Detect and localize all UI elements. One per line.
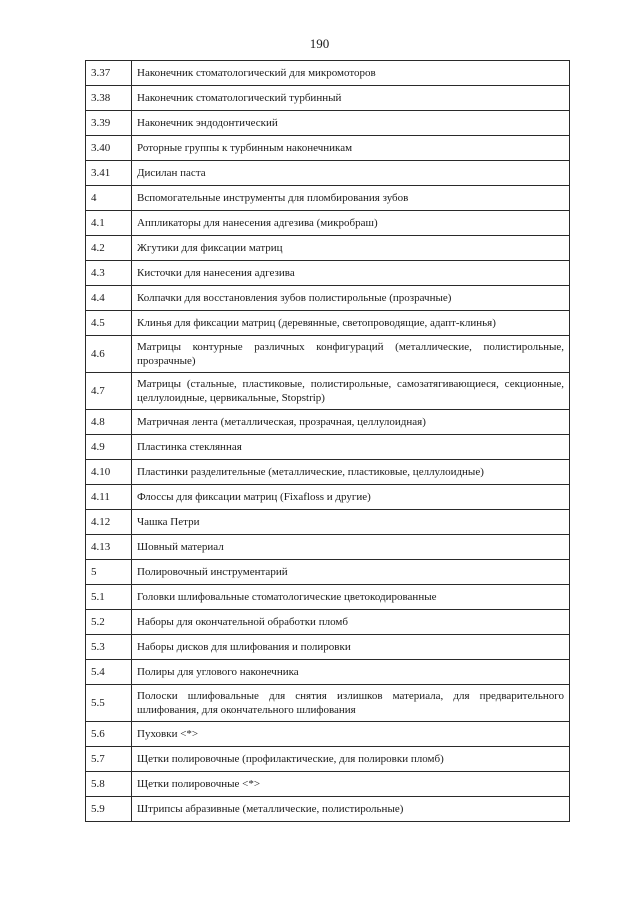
table-row bbox=[86, 261, 570, 286]
row-description: Матрицы (стальные, пластиковые, полистирольные, самозатягивающиеся, секционные, целлулоидные, цервикальные, Stopstrip) bbox=[132, 373, 570, 410]
row-description: Щетки полировочные <*> bbox=[132, 772, 570, 797]
row-number: 4.4 bbox=[86, 286, 132, 311]
row-number: 4.3 bbox=[86, 261, 132, 286]
table-row bbox=[86, 485, 570, 510]
row-number: 5.2 bbox=[86, 610, 132, 635]
table-row bbox=[86, 311, 570, 336]
table-row bbox=[86, 435, 570, 460]
row-description: Полиры для углового наконечника bbox=[132, 660, 570, 685]
table-row bbox=[86, 286, 570, 311]
table-row bbox=[86, 747, 570, 772]
row-description: Пластинка стеклянная bbox=[132, 435, 570, 460]
row-number: 4.10 bbox=[86, 460, 132, 485]
row-description: Наконечник стоматологический турбинный bbox=[132, 86, 570, 111]
row-number: 4.11 bbox=[86, 485, 132, 510]
table-row bbox=[86, 772, 570, 797]
row-description: Клинья для фиксации матриц (деревянные, светопроводящие, адапт-клинья) bbox=[132, 311, 570, 336]
row-number: 4.1 bbox=[86, 211, 132, 236]
row-description: Пуховки <*> bbox=[132, 722, 570, 747]
items-table-body bbox=[86, 61, 570, 822]
items-table bbox=[85, 60, 570, 822]
row-description: Головки шлифовальные стоматологические цветокодированные bbox=[132, 585, 570, 610]
table-row bbox=[86, 560, 570, 585]
row-number: 3.39 bbox=[86, 111, 132, 136]
row-description: Вспомогательные инструменты для пломбирования зубов bbox=[132, 186, 570, 211]
table-row bbox=[86, 535, 570, 560]
table-row bbox=[86, 111, 570, 136]
table-row bbox=[86, 186, 570, 211]
row-description: Шовный материал bbox=[132, 535, 570, 560]
row-number: 5.3 bbox=[86, 635, 132, 660]
table-row bbox=[86, 585, 570, 610]
table-row bbox=[86, 635, 570, 660]
row-number: 5.7 bbox=[86, 747, 132, 772]
table-row bbox=[86, 460, 570, 485]
row-description: Роторные группы к турбинным наконечникам bbox=[132, 136, 570, 161]
table-row bbox=[86, 660, 570, 685]
row-description: Флоссы для фиксации матриц (Fixafloss и другие) bbox=[132, 485, 570, 510]
row-number: 5.5 bbox=[86, 685, 132, 722]
table-row bbox=[86, 61, 570, 86]
row-number: 5.9 bbox=[86, 797, 132, 822]
table-row bbox=[86, 86, 570, 111]
table-row bbox=[86, 136, 570, 161]
table-row bbox=[86, 373, 570, 410]
page-number: 190 bbox=[309, 36, 330, 51]
table-row bbox=[86, 410, 570, 435]
row-number: 5.1 bbox=[86, 585, 132, 610]
row-number: 5 bbox=[86, 560, 132, 585]
row-number: 4.12 bbox=[86, 510, 132, 535]
row-description: Аппликаторы для нанесения адгезива (микробраш) bbox=[132, 211, 570, 236]
row-description: Наконечник стоматологический для микромоторов bbox=[132, 61, 570, 86]
table-row bbox=[86, 685, 570, 722]
row-description: Жгутики для фиксации матриц bbox=[132, 236, 570, 261]
row-description: Штрипсы абразивные (металлические, полистирольные) bbox=[132, 797, 570, 822]
row-description: Колпачки для восстановления зубов полистирольные (прозрачные) bbox=[132, 286, 570, 311]
table-row bbox=[86, 610, 570, 635]
table-row bbox=[86, 161, 570, 186]
row-number: 4.9 bbox=[86, 435, 132, 460]
row-number: 3.38 bbox=[86, 86, 132, 111]
row-number: 3.40 bbox=[86, 136, 132, 161]
row-number: 4.5 bbox=[86, 311, 132, 336]
row-description: Наборы дисков для шлифования и полировки bbox=[132, 635, 570, 660]
row-number: 5.8 bbox=[86, 772, 132, 797]
table-row bbox=[86, 336, 570, 373]
row-number: 4.13 bbox=[86, 535, 132, 560]
row-description: Щетки полировочные (профилактические, для полировки пломб) bbox=[132, 747, 570, 772]
row-number: 5.4 bbox=[86, 660, 132, 685]
table-row bbox=[86, 236, 570, 261]
row-description: Дисилан паста bbox=[132, 161, 570, 186]
table-row bbox=[86, 510, 570, 535]
row-description: Пластинки разделительные (металлические, пластиковые, целлулоидные) bbox=[132, 460, 570, 485]
row-number: 4.2 bbox=[86, 236, 132, 261]
table-row bbox=[86, 722, 570, 747]
row-description: Матрицы контурные различных конфигураций (металлические, полистирольные, прозрачные) bbox=[132, 336, 570, 373]
row-description: Наборы для окончательной обработки пломб bbox=[132, 610, 570, 635]
table-row bbox=[86, 211, 570, 236]
row-number: 5.6 bbox=[86, 722, 132, 747]
row-description: Кисточки для нанесения адгезива bbox=[132, 261, 570, 286]
row-description: Полировочный инструментарий bbox=[132, 560, 570, 585]
row-number: 4.7 bbox=[86, 373, 132, 410]
row-number: 3.41 bbox=[86, 161, 132, 186]
row-number: 3.37 bbox=[86, 61, 132, 86]
row-description: Матричная лента (металлическая, прозрачная, целлулоидная) bbox=[132, 410, 570, 435]
row-description: Полоски шлифовальные для снятия излишков материала, для предварительного шлифования, для окончательного шлифования bbox=[132, 685, 570, 722]
row-description: Наконечник эндодонтический bbox=[132, 111, 570, 136]
row-number: 4.8 bbox=[86, 410, 132, 435]
row-number: 4.6 bbox=[86, 336, 132, 373]
table-row bbox=[86, 797, 570, 822]
row-description: Чашка Петри bbox=[132, 510, 570, 535]
row-number: 4 bbox=[86, 186, 132, 211]
